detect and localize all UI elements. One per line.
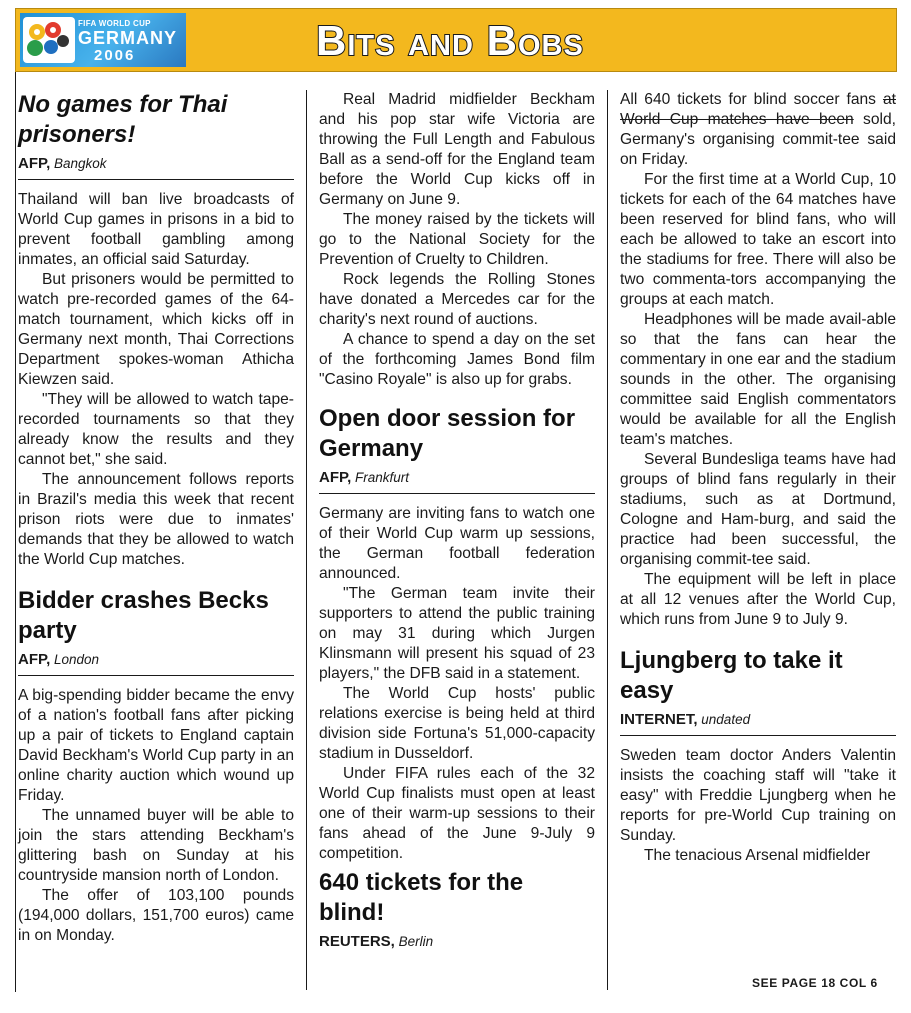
- byline: [18, 650, 294, 676]
- paragraph: [620, 90, 896, 170]
- column-3: [620, 90, 896, 866]
- logo-year-text: 2006: [94, 47, 136, 64]
- struck-text: at World Cup matches have been: [620, 91, 896, 128]
- column-divider: [607, 90, 608, 990]
- paragraph: Real Madrid midfielder Beckham and his pop star wife Victoria are throwing the Full Length and Fabulous Ball as a send-off for the England team before the World Cup kicks off in Germany on June 9.: [319, 91, 595, 208]
- byline-source: AFP,: [18, 155, 51, 172]
- byline: [620, 710, 896, 736]
- continuation-note: SEE PAGE 18 COL 6: [752, 976, 878, 990]
- paragraph: Germany are inviting fans to watch one of their World Cup warm up sessions, the German football federation announced.: [319, 505, 595, 582]
- article-body: [18, 686, 294, 946]
- byline-location: Bangkok: [54, 156, 107, 171]
- paragraph: Thailand will ban live broadcasts of World Cup games in prisons in a bid to prevent football gambling among inmates, an official said Saturday.: [18, 191, 294, 268]
- paragraph: The World Cup hosts' public relations exercise is being held at third division side Fortuna's 51,000-capacity stadium in Dusseldorf.: [319, 685, 595, 762]
- byline-location: Frankfurt: [355, 470, 410, 485]
- paragraph: The equipment will be left in place at all 12 venues after the World Cup, which runs from June 9 to July 9.: [620, 571, 896, 628]
- headline-640-tickets: 640 tickets for the blind!: [319, 869, 524, 926]
- column-2: [319, 90, 595, 957]
- section-banner: [15, 8, 897, 72]
- headline-open-door: Open door session for Germany: [319, 405, 576, 462]
- paragraph: The unnamed buyer will be able to join the stars attending Beckham's glittering bash on Sunday at his countryside mansion north of London.: [18, 807, 294, 884]
- paragraph: Headphones will be made avail-able so that the fans can hear the commentary in one ear and the stadium sounds in the other. The organising committee said English commentators would be available for all the English team's matches.: [620, 311, 896, 448]
- byline: [319, 468, 595, 494]
- byline: [319, 932, 595, 957]
- paragraph-text: All 640 tickets for blind soccer fans: [620, 91, 876, 108]
- byline: [18, 154, 294, 180]
- world-cup-emblem-icon: [23, 17, 75, 63]
- paragraph: "They will be allowed to watch tape-recorded tournaments so that they already know the results and they cannot bet," she said.: [18, 391, 294, 468]
- article-body: [620, 746, 896, 866]
- headline-thai-prisoners: No games for Thai prisoners!: [18, 91, 228, 148]
- column-divider: [15, 72, 16, 992]
- column-divider: [306, 90, 307, 990]
- byline-source: AFP,: [319, 469, 352, 486]
- byline-location: undated: [701, 712, 751, 727]
- byline-source: REUTERS,: [319, 933, 395, 950]
- paragraph: Sweden team doctor Anders Valentin insists the coaching staff will "take it easy" with Freddie Ljungberg when he reports for pre-World Cup training on Sunday.: [620, 747, 896, 844]
- headline-ljungberg: Ljungberg to take it easy: [620, 647, 843, 704]
- paragraph: A big-spending bidder became the envy of a nation's football fans after picking up a pair of tickets to England captain David Beckham's World Cup party in an online charity auction which wound up Friday.: [18, 687, 294, 804]
- logo-fifa-text: FIFA WORLD CUP: [78, 19, 151, 28]
- paragraph: But prisoners would be permitted to watch pre-recorded games of the 64-match tournament, which kicks off in Germany next month, Thai Corrections Department spokes-woman Athicha Kiewzen said.: [18, 271, 294, 388]
- byline-location: Berlin: [398, 934, 434, 949]
- paragraph: The money raised by the tickets will go to the National Society for the Prevention of Cruelty to Children.: [319, 211, 595, 268]
- world-cup-logo: [20, 13, 186, 67]
- byline-location: London: [54, 652, 100, 667]
- paragraph: For the first time at a World Cup, 10 tickets for each of the 64 matches have been reserved for blind fans, who will each be allowed to take an escort into the stadiums for free. There will also be two commenta-tors accompanying the groups at each match.: [620, 171, 896, 308]
- paragraph: Rock legends the Rolling Stones have donated a Mercedes car for the charity's next round of auctions.: [319, 271, 595, 328]
- paragraph: A chance to spend a day on the set of the forthcoming James Bond film "Casino Royale" is also up for grabs.: [319, 331, 595, 388]
- paragraph: "The German team invite their supporters to attend the public training on may 31 during which Jurgen Klinsmann will present his squad of 23 players," the DFB said in a statement.: [319, 585, 595, 682]
- paragraph: Under FIFA rules each of the 32 World Cup finalists must open at least one of their warm-up sessions to their fans ahead of the June 9-July 9 competition.: [319, 765, 595, 862]
- paragraph-text: sold, Germany's organising commit-tee said on Friday.: [620, 111, 896, 168]
- article-body: [18, 190, 294, 570]
- article-body-continued: [620, 90, 896, 630]
- section-title: Bits and Bobs: [316, 17, 584, 64]
- byline-source: AFP,: [18, 651, 51, 668]
- paragraph: The announcement follows reports in Brazil's media this week that recent prison riots were due to inmates' demands that they be allowed to watch the World Cup matches.: [18, 471, 294, 568]
- article-body-continued: [319, 90, 595, 390]
- column-1: [18, 90, 294, 946]
- paragraph: The offer of 103,100 pounds (194,000 dollars, 151,700 euros) came in on Monday.: [18, 887, 294, 944]
- byline-source: INTERNET,: [620, 711, 698, 728]
- paragraph: The tenacious Arsenal midfielder: [644, 847, 871, 864]
- article-body: [319, 504, 595, 864]
- logo-germany-text: GERMANY: [78, 28, 178, 48]
- headline-bidder-crashes: Bidder crashes Becks party: [18, 587, 269, 644]
- paragraph: Several Bundesliga teams have had groups of blind fans regularly in their stadiums, such as at Dortmund, Cologne and Ham-burg, and said the practice had been successful, the organising commit-tee said.: [620, 451, 896, 568]
